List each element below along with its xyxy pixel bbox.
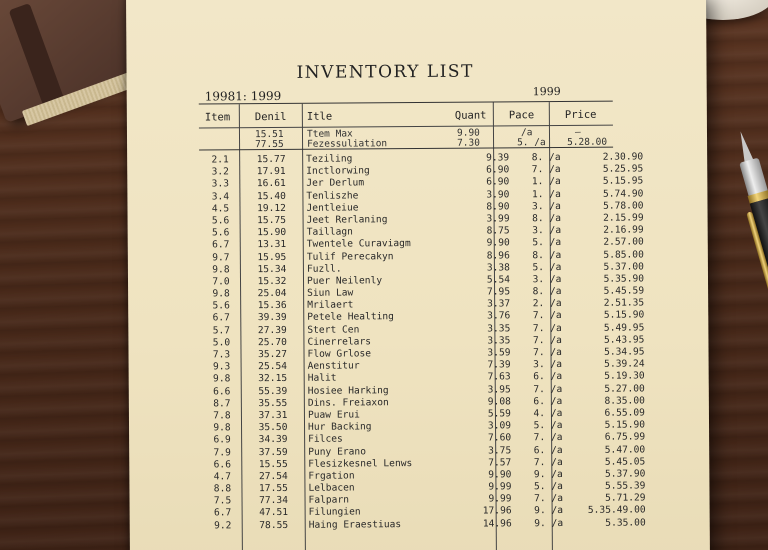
cell-quant: 3.37	[487, 298, 511, 310]
cell-detail: 15.36	[257, 300, 287, 312]
cell-quant: 9.99	[488, 481, 512, 493]
cell-detail: 25.70	[257, 336, 287, 348]
cell-detail: 47.51	[259, 507, 289, 519]
cell-item: 9.7	[212, 251, 230, 263]
cell-quant: 17.96	[482, 505, 512, 517]
cell-item: 6.6	[213, 458, 231, 471]
cell-price: 5.37.00	[603, 261, 644, 273]
cell-quant: 7.39	[487, 359, 511, 371]
cell-quant: 5.59	[487, 408, 511, 420]
cell-item: 9.2	[214, 519, 232, 532]
cell-item: 5.6	[211, 215, 230, 227]
cell-price: 5.15.90	[604, 419, 646, 431]
cell-price: 5.78.00	[603, 200, 644, 212]
cell-detail: 17.55	[258, 482, 288, 495]
cell-quant: 6.90	[486, 176, 510, 188]
cell-quant: 7.63	[487, 371, 511, 383]
cell-price: 5.15.95	[602, 175, 644, 188]
cell-detail: 13.31	[257, 239, 287, 251]
cell-title: Dins. Freiaxon	[307, 396, 389, 409]
cell-item: 9.8	[212, 373, 231, 385]
cell-price: 6.75.99	[604, 431, 646, 444]
cell-title: Halit	[307, 372, 337, 385]
cell-title: Haing Eraestiuas	[308, 518, 402, 531]
cell-detail: 55.39	[258, 385, 288, 397]
subheader-price: 5.28.00	[567, 136, 608, 148]
cell-title: Puny Erano	[308, 445, 367, 458]
cell-pace: 7. /a	[531, 164, 561, 176]
cell-title: Fuzll.	[306, 263, 342, 275]
cell-pace: 6. /a	[533, 395, 563, 407]
cell-price: 5.15.90	[603, 309, 645, 322]
cell-title: Puaw Erui	[307, 409, 360, 421]
cell-detail: 15.95	[257, 251, 287, 263]
cell-pace: 8. /a	[532, 286, 562, 298]
cell-detail: 78.55	[259, 519, 289, 531]
cell-quant: 9.99	[488, 493, 512, 505]
cell-pace: 2. /a	[532, 298, 562, 310]
cell-title: Flesizkesnel Lenws	[308, 457, 413, 470]
cell-quant: 9.39	[486, 152, 510, 164]
cell-price: 2.16.99	[603, 224, 644, 236]
cell-detail: 15.90	[257, 227, 287, 239]
cell-price: 8.35.00	[604, 395, 645, 407]
cell-item: 7.9	[213, 446, 231, 458]
cell-pace: 5. /a	[532, 237, 562, 249]
subheader-detail: 77.55	[255, 138, 284, 151]
cell-pace: 7. /a	[533, 432, 563, 444]
cell-pace: 7. /a	[532, 310, 562, 322]
cell-pace: 4. /a	[533, 407, 563, 420]
cell-detail: 15.77	[256, 153, 286, 166]
cell-detail: 27.39	[257, 324, 287, 336]
cell-price: 5.35.90	[603, 273, 645, 285]
cell-title: Flow Grlose	[307, 348, 372, 360]
cell-price: 5.37.90	[604, 468, 646, 480]
sheet-title: INVENTORY LIST	[296, 61, 474, 83]
cell-quant: 7.57	[488, 457, 512, 469]
cell-item: 2.1	[211, 154, 229, 166]
column-header-quant: Quant	[454, 109, 487, 122]
cell-pace: 7. /a	[533, 383, 563, 395]
cell-detail: 25.04	[257, 287, 287, 300]
cell-item: 9.8	[213, 422, 231, 434]
cell-pace: 5. /a	[532, 261, 562, 273]
cell-title: Hosiee Harking	[307, 384, 389, 397]
cell-detail: 35.50	[258, 422, 288, 434]
subheader-detail: 15.51	[254, 128, 284, 141]
cell-pace: 9. /a	[534, 505, 564, 517]
subheader-pace: /a	[520, 127, 533, 139]
cell-item: 3.2	[211, 166, 229, 178]
cell-title: Puer Neilenly	[306, 275, 383, 287]
cell-price: 5.25.95	[602, 163, 644, 175]
column-header-item: Item	[204, 111, 231, 124]
cell-quant: 9.90	[488, 469, 512, 481]
cell-quant: 7.60	[487, 432, 512, 444]
cell-title: Tenliszhe	[306, 189, 359, 202]
cell-item: 3.4	[211, 190, 230, 203]
cell-title: Aenstitur	[307, 360, 360, 372]
cell-pace: 1. /a	[531, 188, 561, 200]
cell-price: 5.45.05	[604, 456, 646, 468]
cell-title: Jentleiue	[306, 202, 359, 214]
cell-pace: 3. /a	[532, 273, 562, 286]
sheet-header-right: 1999	[532, 84, 561, 99]
column-header-title: Itle	[306, 110, 333, 123]
cell-item: 6.6	[213, 385, 231, 397]
cell-detail: 19.12	[257, 202, 286, 214]
cell-item: 6.7	[212, 239, 230, 251]
cell-quant: 9.90	[486, 237, 510, 249]
cell-price: 5.49.95	[603, 322, 645, 334]
cell-pace: 6. /a	[533, 371, 563, 383]
cell-quant: 5.54	[486, 274, 511, 286]
cell-pace: 8. /a	[532, 212, 562, 225]
cell-quant: 3.95	[487, 383, 511, 396]
subheader-quant: 9.90	[456, 127, 480, 139]
cell-quant: 14.96	[482, 517, 512, 530]
cell-item: 8.7	[213, 398, 231, 410]
cell-item: 5.0	[212, 337, 231, 349]
column-header-pace: Pace	[508, 109, 535, 122]
cell-item: 7.8	[213, 410, 231, 422]
cell-title: Falparn	[308, 494, 350, 507]
cell-pace: 3. /a	[532, 200, 561, 212]
cell-detail: 17.91	[256, 166, 286, 178]
cell-detail: 77.34	[259, 495, 289, 507]
cell-item: 6.9	[213, 434, 231, 446]
cell-quant: 3.35	[487, 322, 511, 335]
cell-price: 5.34.95	[604, 346, 645, 358]
cell-pace: 8. /a	[531, 152, 561, 164]
cell-quant: 3.38	[486, 262, 510, 274]
cell-detail: 39.39	[257, 312, 287, 324]
cell-pace: 1. /a	[531, 176, 561, 188]
cell-title: Inctlorwing	[306, 165, 370, 177]
cell-item: 7.3	[212, 349, 231, 361]
table-header-row	[199, 102, 613, 129]
cell-item: 7.0	[212, 276, 230, 288]
cell-detail: 37.31	[258, 409, 288, 422]
cell-title: Filungien	[308, 506, 361, 519]
cell-pace: 3. /a	[533, 359, 563, 371]
cell-title: Siun Law	[307, 287, 354, 299]
cell-pace: 7. /a	[532, 322, 562, 334]
cell-price: 5.27.00	[604, 382, 645, 395]
cell-title: Jer Derlum	[306, 177, 365, 190]
cell-detail: 35.55	[258, 397, 288, 409]
cell-price: 5.47.00	[604, 443, 646, 456]
cell-item: 5.6	[211, 227, 230, 239]
cell-price: 5.19.30	[604, 370, 645, 383]
subheader-price: –	[574, 126, 581, 138]
cell-price: 2.30.90	[602, 151, 644, 163]
cell-price: 5.35.49.00	[587, 504, 646, 517]
cell-quant: 8.90	[486, 201, 510, 213]
cell-detail: 16.61	[256, 178, 286, 190]
cell-pace: 7. /a	[533, 346, 562, 359]
subheader-title: Fezessuliation	[307, 138, 388, 150]
cell-price: 5.43.95	[603, 334, 645, 346]
cell-title: Mrilaert	[307, 299, 354, 312]
cell-title: Stert Cen	[307, 324, 360, 336]
cell-detail: 15.40	[256, 190, 286, 202]
sheet-header-left: 19981: 1999	[204, 88, 282, 104]
column-header-detail: Denil	[254, 110, 287, 124]
cell-title: Tulif Perecakyn	[306, 250, 394, 263]
cell-item: 9.8	[212, 288, 230, 300]
cell-price: 5.71.29	[605, 492, 646, 504]
cell-detail: 15.34	[257, 263, 287, 275]
cell-item: 8.8	[213, 483, 232, 495]
cell-title: Cinerrelars	[307, 336, 372, 348]
subheader-quant: 7.30	[457, 137, 480, 149]
cell-quant: 8.96	[486, 249, 510, 262]
cell-detail: 35.27	[258, 348, 287, 361]
cell-pace: 9. /a	[533, 468, 563, 481]
cell-title: Taillagn	[306, 226, 353, 238]
cell-pace: 7. /a	[533, 456, 563, 468]
cell-quant: 3.99	[486, 213, 510, 225]
cell-title: Frgation	[308, 470, 355, 482]
inventory-table	[199, 101, 646, 550]
cell-detail: 15.75	[257, 214, 287, 227]
cell-price: 2.15.99	[603, 212, 644, 224]
cell-pace: 5. /a	[533, 481, 563, 493]
inventory-sheet	[126, 0, 710, 550]
cell-detail: 32.15	[258, 373, 288, 385]
cell-item: 9.8	[212, 264, 230, 276]
cell-detail: 27.54	[258, 470, 288, 482]
cell-title: Petele Healting	[307, 311, 394, 324]
cell-quant: 3.75	[488, 444, 512, 457]
cell-quant: 3.59	[487, 347, 511, 359]
subheader-pace: 5. /a	[517, 137, 546, 149]
cell-price: 5.39.24	[604, 358, 645, 370]
table-subheader	[199, 126, 613, 151]
cell-quant: 3.76	[487, 310, 511, 322]
subheader-title: Ttem Max	[306, 128, 353, 140]
cell-quant: 3.90	[486, 188, 510, 201]
column-header-price: Price	[564, 108, 597, 121]
cell-price: 2.57.00	[603, 236, 644, 249]
cell-pace: 8. /a	[532, 249, 562, 261]
cell-item: 7.5	[213, 495, 232, 507]
table-row	[202, 517, 646, 532]
cell-item: 9.3	[212, 361, 231, 373]
cell-pace: 5. /a	[533, 420, 563, 432]
cell-item: 3.3	[211, 178, 230, 190]
cell-quant: 6.90	[486, 164, 510, 176]
cell-title: Filces	[308, 433, 343, 446]
cell-price: 5.35.00	[605, 517, 646, 529]
cell-item: 4.5	[211, 203, 230, 215]
fountain-pen	[728, 128, 768, 550]
cell-pace: 9. /a	[534, 517, 564, 529]
subheader-line	[199, 137, 613, 151]
cell-item: 5.7	[212, 324, 231, 337]
cell-title: Hur Backing	[307, 421, 372, 433]
cell-quant: 8.75	[486, 225, 510, 237]
cell-pace: 6. /a	[533, 444, 563, 456]
cell-detail: 25.54	[258, 361, 288, 373]
cell-quant: 3.35	[487, 335, 511, 347]
cell-title: Teziling	[306, 153, 353, 165]
cell-item: 4.7	[213, 471, 232, 483]
cell-quant: 9.08	[487, 396, 511, 408]
cell-detail: 34.39	[258, 434, 288, 446]
table-body	[199, 151, 646, 533]
cell-detail: 37.59	[258, 446, 288, 458]
cell-pace: 7. /a	[534, 493, 564, 505]
cell-detail: 15.32	[257, 275, 287, 287]
cell-pace: 7. /a	[532, 334, 562, 347]
cell-pace: 3. /a	[532, 225, 562, 237]
cell-title: Twentele Curaviagm	[306, 238, 411, 251]
cell-price: 5.55.39	[604, 480, 646, 492]
cell-quant: 7.95	[486, 286, 511, 298]
cell-title: Jeet Rerlaning	[306, 214, 388, 226]
cell-price: 5.45.59	[603, 285, 645, 297]
cell-item: 6.7	[213, 507, 232, 519]
cell-item: 5.6	[212, 300, 230, 312]
cell-item: 6.7	[212, 312, 230, 324]
cell-title: Lelbacen	[308, 482, 355, 494]
cell-price: 5.74.90	[602, 187, 644, 200]
cell-quant: 3.09	[487, 420, 512, 432]
cell-detail: 15.55	[258, 458, 288, 470]
cell-price: 5.85.00	[603, 248, 644, 261]
cell-price: 2.51.35	[603, 297, 645, 309]
cell-price: 6.55.09	[604, 407, 645, 419]
